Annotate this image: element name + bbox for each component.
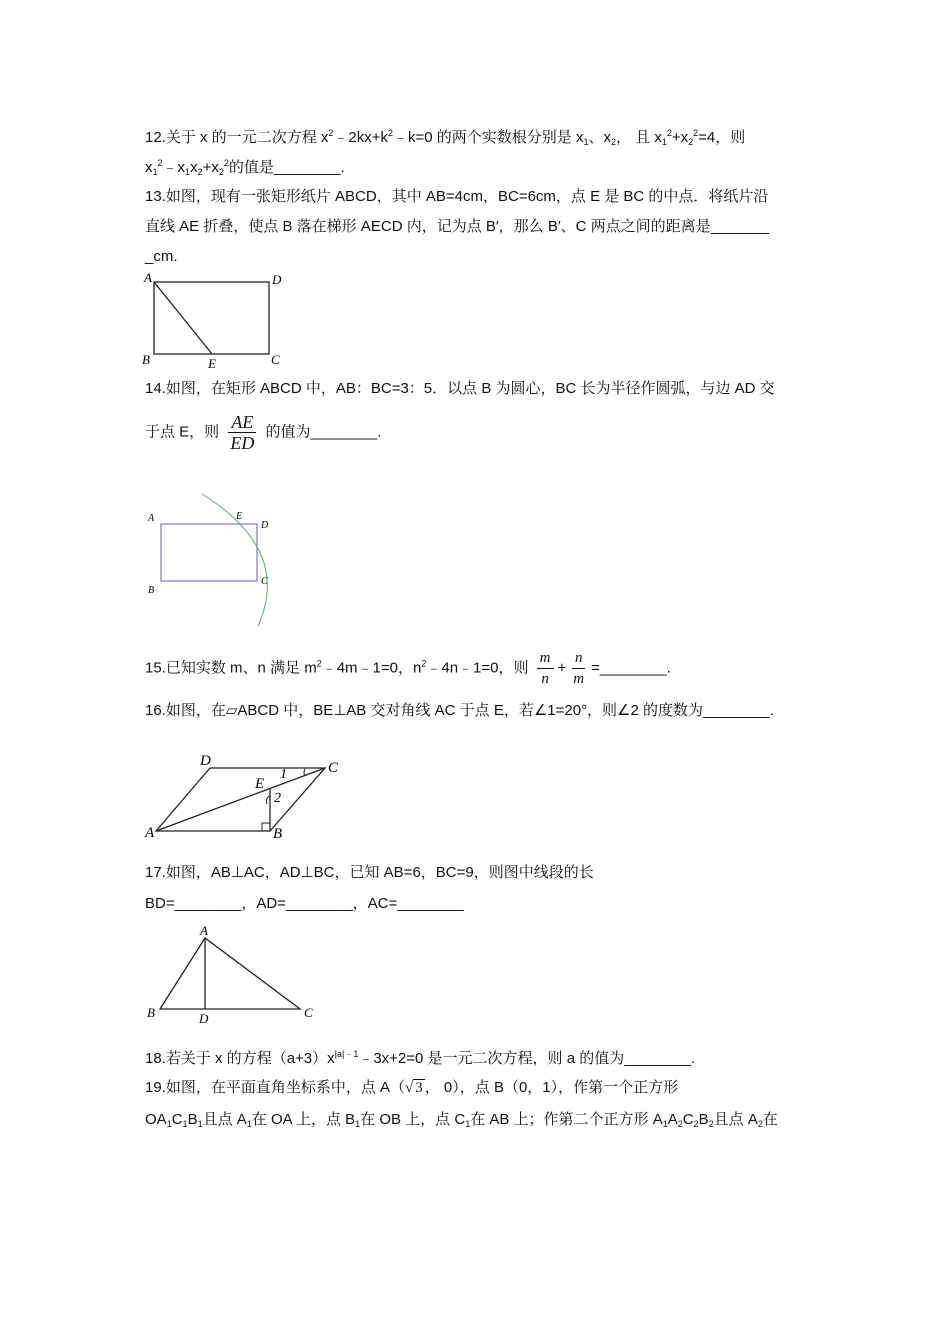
q15-line: 15.已知实数 m、n 满足 $m^2﹣4m﹣1=0$，$n^2﹣4n﹣1=0$，则 $\frac{m}{n}$ + $\frac{n}{m}$ =________.	[145, 650, 671, 687]
q14-fraction: $\frac{AE}{ED}$	[230, 412, 255, 453]
q13-label-E: E	[208, 356, 216, 371]
q14-rectangle-arc-figure	[140, 490, 290, 630]
q12-line2: $x_1^2﹣x_1x_2+x_2^2$的值是________.	[145, 158, 345, 177]
q14-label-C: C	[261, 576, 268, 587]
q16-label-A: A	[145, 825, 155, 841]
q14-label-B: B	[148, 585, 155, 596]
q17-label-C: C	[304, 1005, 313, 1020]
q18-line: 18.若关于 x 的方程$(a+3)x^{|a|﹣1}﹣3x+2=0$ 是一元二次方程，则 a 的值为________.	[145, 1049, 696, 1067]
q13-line1: 13.如图，现有一张矩形纸片 ABCD，其中 AB=4cm，BC=6cm，点 E 是 BC 的中点．将纸片沿	[145, 188, 769, 205]
q16-label-E: E	[255, 776, 265, 792]
q17-label-D: D	[199, 1011, 209, 1026]
q14-label-D: D	[261, 520, 269, 531]
q19-line2: $OA_1C_1B_1$且点 $A_1$在 OA 上，点 $B_1$在 OB 上，点 $C_1$在 AB 上；作第二个正方形 $A_1A_2C_2B_2$且点 $A_2$在	[145, 1111, 778, 1129]
q14-line1: 14.如图，在矩形 ABCD 中，AB：BC=3：5．以点 B 为圆心，BC 长为半径作圆弧，与边 AD 交	[145, 380, 775, 397]
q14-label-A: A	[148, 513, 155, 524]
q16-angle-1: 1	[280, 767, 287, 782]
q13-label-C: C	[271, 352, 280, 367]
q16-label-B: B	[273, 826, 283, 842]
q19-line1: 19.如图，在平面直角坐标系中，点 A（√ 3 ， 0），点 B（0，1），作第一个正方形	[145, 1079, 679, 1096]
q13-label-D: D	[272, 272, 282, 287]
q13-rectangle-figure	[138, 268, 298, 372]
q17-line1: 17.如图，AB⊥AC，AD⊥BC，已知 AB=6，BC=9，则图中线段的长	[145, 864, 594, 881]
q17-line2: BD=________，AD=________，AC=________	[145, 895, 465, 912]
q16-label-C: C	[328, 760, 339, 776]
q13-label-A: A	[144, 270, 152, 285]
q16-parallelogram-figure	[140, 748, 350, 843]
q17-label-B: B	[147, 1005, 155, 1020]
q17-triangle-figure	[140, 920, 330, 1030]
q19-sqrt: √ 3	[405, 1080, 423, 1096]
q15-fraction-n-over-m: $\frac{n}{m}$	[573, 650, 585, 687]
q14-label-E: E	[236, 511, 243, 522]
q16-label-D: D	[200, 753, 211, 769]
q13-line2: 直线 AE 折叠，使点 B 落在梯形 AECD 内，记为点 B′，那么 B′、C 两点之间的距离是_______	[145, 218, 770, 235]
q13-label-B: B	[142, 352, 150, 367]
q14-line2: 于点 E，则 $\frac{AE}{ED}$ 的值为________.	[145, 412, 382, 453]
q12-line1: 12.关于 x 的一元二次方程 $x^2﹣2kx+k^2﹣k=0$ 的两个实数根分别是 $x_1$、$x_2$， 且 $x_1^2+x_2^2=4$，则	[145, 128, 746, 147]
q16-angle-2: 2	[274, 791, 281, 806]
q15-fraction-m-over-n: $\frac{m}{n}$	[537, 648, 554, 689]
q17-label-A: A	[200, 923, 208, 938]
q13-line3: _cm.	[145, 248, 178, 265]
q16-line: 16.如图，在▱ABCD 中，BE⊥AB 交对角线 AC 于点 E，若∠1=20°，则∠2 的度数为________.	[145, 702, 774, 719]
